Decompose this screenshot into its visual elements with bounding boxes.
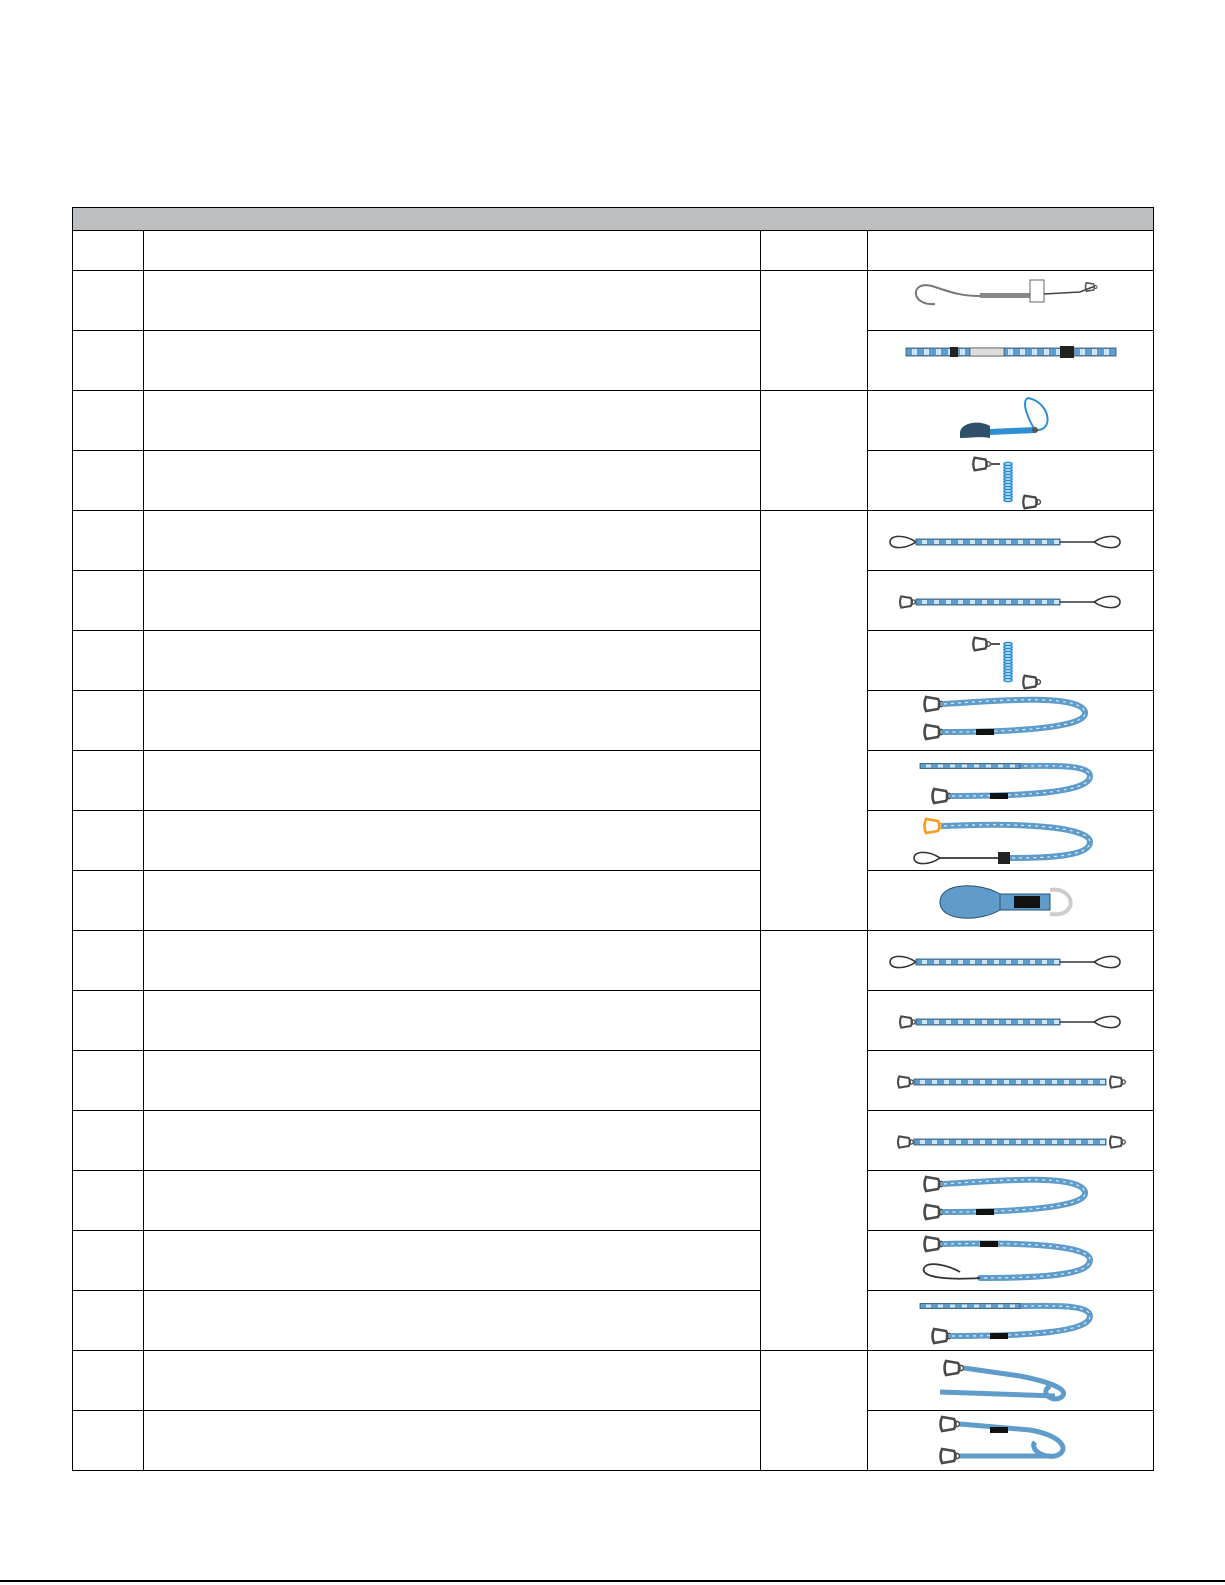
table-row xyxy=(73,751,1154,811)
item-description-cell xyxy=(144,511,761,571)
table-row xyxy=(73,451,1154,511)
group-cell xyxy=(761,391,868,511)
product-image-cell xyxy=(868,631,1154,691)
item-number-cell xyxy=(73,1051,144,1111)
product-image-cell xyxy=(868,871,1154,931)
carabiner-to-webbing-strap-icon xyxy=(880,1352,1142,1410)
item-number-cell xyxy=(73,331,144,391)
item-number-cell xyxy=(73,1111,144,1171)
loop-to-loop-tether-icon xyxy=(880,932,1142,990)
item-number-cell xyxy=(73,691,144,751)
item-number-cell xyxy=(73,1231,144,1291)
table-title xyxy=(73,208,1154,231)
item-number-cell xyxy=(73,451,144,511)
table-row xyxy=(73,331,1154,391)
item-description-cell xyxy=(144,691,761,751)
table-row xyxy=(73,1411,1154,1471)
product-image-cell xyxy=(868,1231,1154,1291)
product-image-cell xyxy=(868,1171,1154,1231)
product-image-cell xyxy=(868,571,1154,631)
item-number-cell xyxy=(73,991,144,1051)
item-description-cell xyxy=(144,1411,761,1471)
table-row xyxy=(73,271,1154,331)
item-number-cell xyxy=(73,271,144,331)
buckle-strap-icon xyxy=(880,332,1142,390)
product-image-cell xyxy=(868,511,1154,571)
dual-carabiner-webbing-strap-icon xyxy=(880,1412,1142,1470)
item-number-cell xyxy=(73,511,144,571)
product-image-cell xyxy=(868,391,1154,451)
item-description-cell xyxy=(144,871,761,931)
product-image-cell xyxy=(868,1111,1154,1171)
item-description-cell xyxy=(144,811,761,871)
item-description-cell xyxy=(144,1351,761,1411)
dual-carabiner-bungee-lanyard-icon xyxy=(880,1172,1142,1230)
table-row xyxy=(73,1351,1154,1411)
dual-carabiner-bungee-lanyard-icon xyxy=(880,692,1142,750)
table-row xyxy=(73,1291,1154,1351)
item-number-cell xyxy=(73,1171,144,1231)
table-row xyxy=(73,631,1154,691)
item-number-cell xyxy=(73,811,144,871)
product-image-cell xyxy=(868,691,1154,751)
product-image-cell xyxy=(868,331,1154,391)
item-description-cell xyxy=(144,571,761,631)
wrist-coil-lanyard-icon xyxy=(880,392,1142,450)
cable-lanyard-with-loop-icon xyxy=(880,272,1142,330)
table-title-row xyxy=(73,208,1154,231)
table-header-row xyxy=(73,231,1154,271)
item-number-cell xyxy=(73,631,144,691)
product-image-cell xyxy=(868,1351,1154,1411)
carabiner-buckle-loop-bungee-lanyard-icon xyxy=(880,812,1142,870)
item-number-cell xyxy=(73,1411,144,1471)
item-description-cell xyxy=(144,1231,761,1291)
item-number-cell xyxy=(73,571,144,631)
product-image-cell xyxy=(868,931,1154,991)
item-description-cell xyxy=(144,271,761,331)
carabiner-to-webbing-bungee-lanyard-icon xyxy=(880,1292,1142,1350)
item-number-cell xyxy=(73,1291,144,1351)
coil-tether-carabiner-icon xyxy=(880,452,1142,510)
group-cell xyxy=(761,931,868,1351)
product-image-cell xyxy=(868,271,1154,331)
item-description-cell xyxy=(144,331,761,391)
item-description-cell xyxy=(144,1291,761,1351)
webbing-anchor-d-ring-icon xyxy=(880,872,1142,930)
table-row xyxy=(73,1111,1154,1171)
item-description-cell xyxy=(144,1171,761,1231)
group-cell xyxy=(761,511,868,931)
table-row xyxy=(73,691,1154,751)
carabiner-to-loop-tether-icon xyxy=(880,572,1142,630)
header-cell-2 xyxy=(144,231,761,271)
item-description-cell xyxy=(144,931,761,991)
table-row xyxy=(73,511,1154,571)
header-cell-4 xyxy=(868,231,1154,271)
carabiner-both-ends-tether-icon xyxy=(880,1112,1142,1170)
item-description-cell xyxy=(144,1111,761,1171)
item-number-cell xyxy=(73,751,144,811)
table-row xyxy=(73,1231,1154,1291)
header-cell-1 xyxy=(73,231,144,271)
product-table xyxy=(72,207,1154,1471)
item-number-cell xyxy=(73,391,144,451)
group-cell xyxy=(761,1351,868,1471)
item-description-cell xyxy=(144,991,761,1051)
item-description-cell xyxy=(144,451,761,511)
coil-tether-carabiner-icon xyxy=(880,632,1142,690)
group-cell xyxy=(761,271,868,391)
table-row xyxy=(73,571,1154,631)
product-image-cell xyxy=(868,1291,1154,1351)
table-row xyxy=(73,391,1154,451)
carabiner-to-cord-loop-bungee-lanyard-icon xyxy=(880,1232,1142,1290)
product-image-cell xyxy=(868,751,1154,811)
item-description-cell xyxy=(144,1051,761,1111)
carabiner-both-ends-tether-icon xyxy=(880,1052,1142,1110)
table-row xyxy=(73,1051,1154,1111)
carabiner-to-webbing-bungee-lanyard-icon xyxy=(880,752,1142,810)
carabiner-to-loop-tether-icon xyxy=(880,992,1142,1050)
product-image-cell xyxy=(868,1411,1154,1471)
header-cell-3 xyxy=(761,231,868,271)
bottom-rule xyxy=(0,1580,1225,1582)
product-image-cell xyxy=(868,811,1154,871)
table-row xyxy=(73,931,1154,991)
item-description-cell xyxy=(144,391,761,451)
item-number-cell xyxy=(73,871,144,931)
table-row xyxy=(73,811,1154,871)
table-row xyxy=(73,871,1154,931)
loop-to-loop-tether-icon xyxy=(880,512,1142,570)
table-row xyxy=(73,991,1154,1051)
product-image-cell xyxy=(868,1051,1154,1111)
item-number-cell xyxy=(73,931,144,991)
table-row xyxy=(73,1171,1154,1231)
item-number-cell xyxy=(73,1351,144,1411)
item-description-cell xyxy=(144,631,761,691)
product-image-cell xyxy=(868,991,1154,1051)
product-image-cell xyxy=(868,451,1154,511)
item-description-cell xyxy=(144,751,761,811)
